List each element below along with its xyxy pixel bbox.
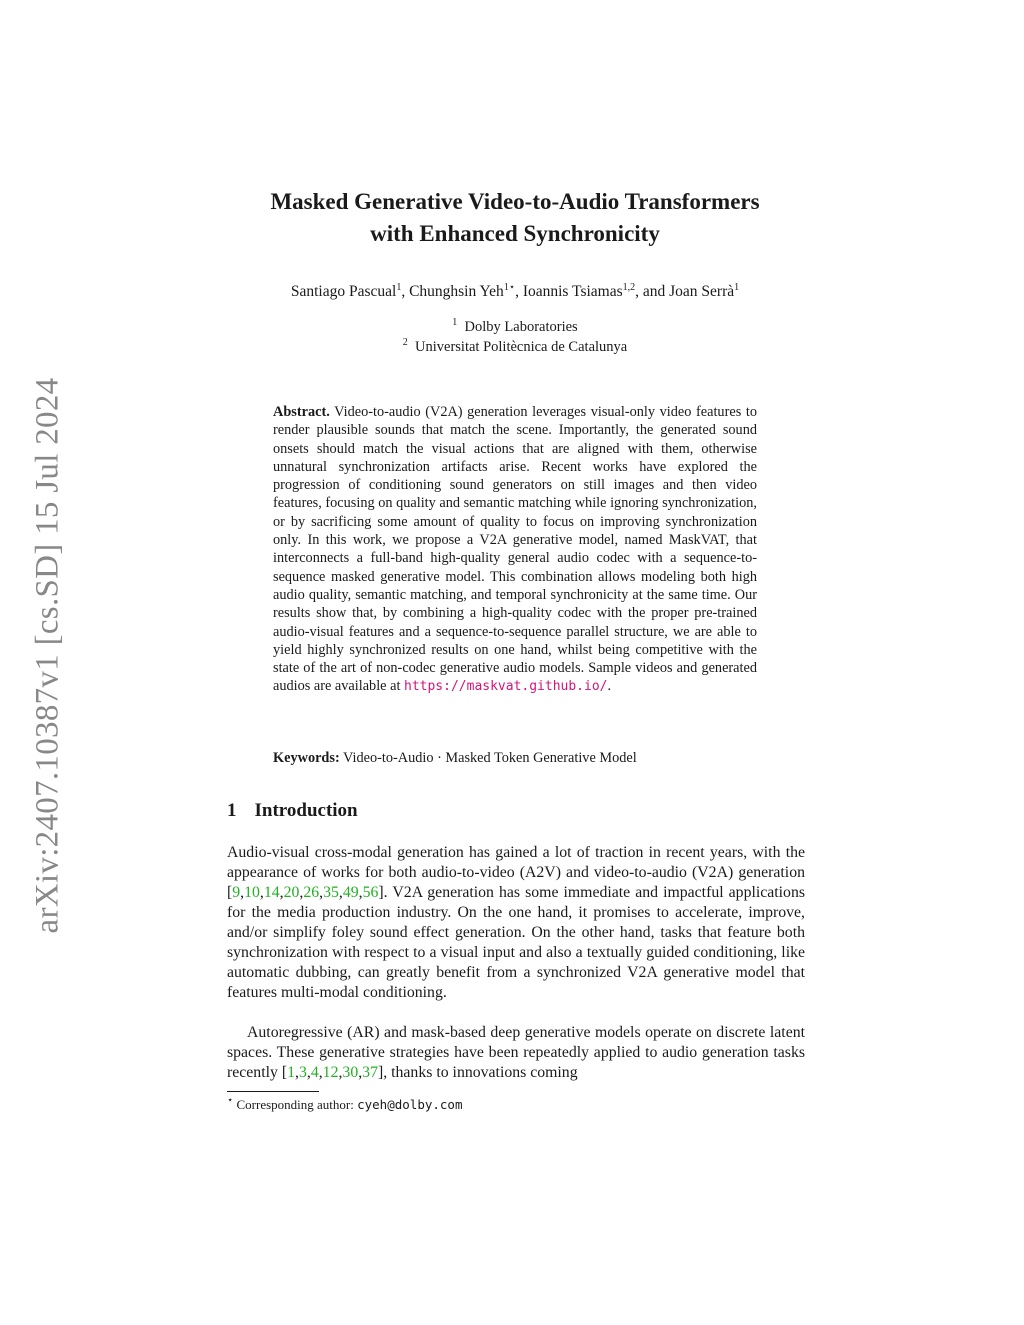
author-mark: 1	[734, 282, 740, 293]
author-separator: ,	[401, 283, 410, 300]
author-mark: 1,2	[622, 282, 636, 293]
paragraph-text: ]. V2A generation has some immediate and impactful applications for the media production industry. On the one hand, it promises to accelerate, improve, and/or simplify foley sound effect generation. On the other hand, tasks that feature both synchronization with respect to a visual input and also a textually guided conditioning, like automatic dubbing, can greatly benefit from a synchronized V2A generative model that features multi-modal conditioning.	[227, 884, 805, 1001]
author-name: Ioannis Tsiamas	[522, 283, 623, 300]
intro-paragraph-2: Autoregressive (AR) and mask-based deep generative models operate on discrete latent spaces. These generative strategies have been repeatedly applied to audio generation tasks recently [1,3,4,12,30,37], thanks to innovations coming	[227, 1024, 805, 1081]
footnote-text: Corresponding author:	[233, 1097, 358, 1112]
section-heading	[227, 800, 358, 822]
citation-link[interactable]: 10	[244, 884, 260, 901]
author-name: Santiago Pascual	[290, 283, 397, 300]
author-separator: , and	[635, 283, 670, 300]
citation-link[interactable]: 49	[342, 884, 359, 901]
footnote-divider	[227, 1091, 319, 1092]
abstract-text: Video-to-audio (V2A) generation leverages visual-only video features to render plausible sounds that match the scene. Importantly, the generated sound onsets should match the visual actions that are aligned with them, otherwise unnatural synchronization artifacts arise. Recent works have explored the progression of conditioning sound generators on still images and then video features, focusing on quality and semantic matching while ignoring synchronization, or by sacrificing some amount of quality to focus on improving synchronization only. In this work, we propose a V2A generative model, named MaskVAT, that interconnects a full-band high-quality general audio codec with a sequence-to-sequence masked generative model. This combination allows modeling both high audio quality, semantic matching, and temporal synchronicity at the same time. Our results show that, by combining a high-quality codec with the proper pre-trained audio-visual features and a sequence-to-sequence parallel structure, we are able to yield highly synchronized results on one hand, whilst being competitive with the state of the art of non-codec generative audio models. Sample videos and generated audios are available at	[273, 404, 757, 695]
paper-title	[200, 186, 830, 250]
citation-link[interactable]: 30	[342, 1064, 359, 1081]
keywords	[273, 750, 757, 767]
arxiv-stamp: arXiv:2407.10387v1 [cs.SD] 15 Jul 2024	[29, 377, 66, 933]
abstract-label: Abstract.	[273, 404, 330, 420]
abstract	[273, 403, 757, 697]
author-mark: 1⋆	[503, 282, 516, 293]
paragraph-text: Audio-visual cross-modal generation has gained a lot of traction in recent years, with the appearance of works for both audio-to-video (A2V) and video-to-audio (V2A) generation [	[227, 844, 805, 901]
section-title: Introduction	[254, 800, 358, 821]
citation-link[interactable]: 56	[362, 884, 379, 901]
paragraph-text: Autoregressive (AR) and mask-based deep generative models operate on discrete latent spaces. These generative strategies have been repeatedly applied to audio generation tasks recently [	[227, 1024, 805, 1081]
title-line-2: with Enhanced Synchronicity	[370, 221, 660, 246]
citation-link[interactable]: 4	[310, 1064, 319, 1081]
section-number: 1	[227, 800, 237, 821]
title-line-1: Masked Generative Video-to-Audio Transformers	[270, 189, 760, 214]
corresponding-email-link[interactable]: cyeh@dolby.com	[357, 1097, 463, 1112]
citation-link[interactable]: 26	[303, 884, 320, 901]
citation-link[interactable]: 35	[323, 884, 339, 901]
affiliation-name: Universitat Politècnica de Catalunya	[415, 339, 628, 355]
author-list	[200, 283, 830, 301]
citation-link[interactable]: 14	[263, 884, 280, 901]
affiliation-mark: 2	[402, 337, 408, 348]
affiliation	[200, 339, 830, 356]
project-url-link[interactable]: https://maskvat.github.io/	[404, 679, 608, 695]
intro-paragraph-1: Audio-visual cross-modal generation has gained a lot of traction in recent years, with the appearance of works for both audio-to-video (A2V) and video-to-audio (V2A) generation [9,10,14,20,26,35,49,56]. V2A generation has some immediate and impactful applications for the media production industry. On the one hand, it promises to accelerate, improve, and/or simplify foley sound effect generation. On the other hand, tasks that feature both synchronization with respect to a visual input and also a textually guided conditioning, like automatic dubbing, can greatly benefit from a synchronized V2A generative model that features multi-modal conditioning.	[227, 844, 805, 1001]
citation-link[interactable]: 20	[283, 884, 300, 901]
keywords-label: Keywords:	[273, 750, 340, 766]
footnote-mark: ⋆	[227, 1095, 234, 1106]
affiliation-name: Dolby Laboratories	[464, 319, 578, 335]
affiliation-mark: 1	[452, 317, 458, 328]
author-separator: ,	[515, 283, 523, 300]
citation-link[interactable]: 37	[362, 1064, 378, 1081]
footnote	[227, 1097, 805, 1113]
citation-link[interactable]: 1	[287, 1064, 295, 1081]
keywords-text: Video-to-Audio · Masked Token Generative Model	[339, 750, 637, 766]
affiliation	[200, 319, 830, 336]
author-mark: 1	[396, 282, 402, 293]
author-name: Joan Serrà	[669, 283, 735, 300]
paragraph-text: ], thanks to innovations coming	[377, 1064, 578, 1081]
arxiv-identifier-sidebar	[28, 365, 68, 945]
author-name: Chunghsin Yeh	[409, 283, 504, 300]
abstract-end: .	[607, 678, 612, 695]
citation-link[interactable]: 12	[322, 1064, 339, 1081]
citation-link[interactable]: 3	[298, 1064, 307, 1081]
citation-link[interactable]: 9	[232, 884, 241, 901]
